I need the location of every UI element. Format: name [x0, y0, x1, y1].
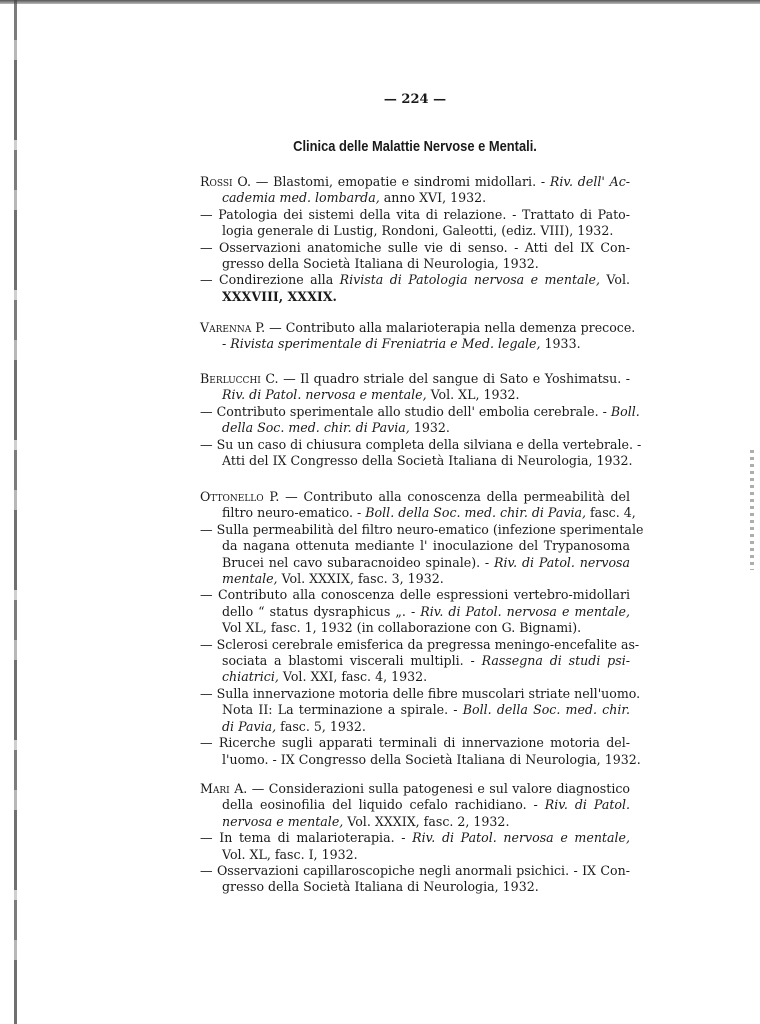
- text-segment: Vol. XL, fasc. I, 1932.: [222, 846, 358, 862]
- text-segment: della eosinofilia del liquido cefalo rachidiano. -: [222, 797, 545, 813]
- text-line: [200, 735, 630, 751]
- journal-title: Riv. di Patol. nervosa: [494, 554, 630, 570]
- journal-title: Riv. di Patol.: [544, 797, 630, 813]
- text-line: [222, 702, 630, 718]
- text-segment: fasc. 4,: [586, 505, 636, 521]
- text-line: [222, 604, 630, 620]
- page-number: — 224 —: [383, 92, 447, 107]
- journal-title: della Soc. med. chir. di Pavia,: [222, 420, 410, 436]
- bibliography-item: [200, 207, 630, 240]
- text-line: [222, 669, 630, 685]
- text-line: [222, 289, 630, 305]
- bibliography-item: [200, 863, 630, 896]
- author-entry-rossi: [200, 174, 630, 305]
- text-segment: dello “ status dysraphicus „. -: [222, 603, 421, 619]
- text-line: [222, 505, 636, 521]
- journal-title: Riv. dell' Ac-: [549, 174, 631, 189]
- text-line: [222, 223, 630, 239]
- author-name: Varenna: [200, 320, 252, 335]
- bibliography-item: [200, 174, 630, 207]
- text-segment: XXXVIII, XXXIX.: [222, 288, 337, 304]
- text-segment: sociata a blastomi viscerali multipli. -: [222, 653, 482, 669]
- bibliography-item: [200, 320, 636, 353]
- text-segment: Vol.: [600, 272, 630, 288]
- text-segment: — Su un caso di chiusura completa della silviana e della vertebrale. -: [200, 436, 642, 452]
- text-segment: — Contributo sperimentale allo studio dell' embolia cerebrale. -: [200, 403, 611, 419]
- journal-title: Riv. di Patol. nervosa e mentale,: [420, 603, 630, 619]
- text-line: [222, 538, 630, 554]
- text-segment: 1932.: [409, 420, 450, 436]
- text-line: [200, 685, 641, 702]
- bibliography-item: [200, 240, 630, 273]
- text-line: [200, 403, 640, 420]
- text-segment: gresso della Società Italiana di Neurologia, 1932.: [222, 879, 539, 895]
- text-segment: anno XVI, 1932.: [379, 190, 487, 206]
- text-line: [222, 420, 630, 436]
- scan-top-edge: [0, 0, 760, 4]
- text-segment: — Sclerosi cerebrale emisferica da pregressa meningo-encefalite as-: [200, 636, 640, 652]
- journal-title: Boll. della Soc. med. chir.: [462, 702, 630, 718]
- text-line: [200, 781, 630, 797]
- text-segment: Nota II: La terminazione a spirale. -: [222, 702, 463, 718]
- text-segment: fasc. 5, 1932.: [276, 718, 366, 734]
- bibliography-item: [200, 521, 644, 588]
- text-line: [200, 207, 630, 223]
- text-line: [200, 371, 630, 387]
- text-segment: Vol. XL, 1932.: [426, 387, 520, 403]
- text-segment: Atti del IX Congresso della Società Italiana di Neurologia, 1932.: [222, 453, 633, 469]
- journal-title: Rassegna di studi psi-: [481, 653, 630, 669]
- text-line: [222, 797, 630, 813]
- text-line: [200, 587, 630, 603]
- text-line: [222, 336, 630, 352]
- text-line: [222, 879, 630, 895]
- text-segment: C. — Il quadro striale del sangue di Sato e Yoshimatsu. -: [260, 371, 630, 386]
- author-name: Ottonello: [200, 489, 264, 504]
- text-line: [200, 272, 630, 288]
- journal-title: Rivista sperimentale di Freniatria e Med. legale,: [230, 336, 541, 352]
- author-name: Berlucchi: [200, 371, 261, 386]
- text-line: [200, 320, 636, 336]
- text-line: [222, 719, 630, 735]
- text-line: [222, 571, 630, 587]
- journal-title: nervosa e mentale,: [222, 813, 344, 829]
- text-segment: logia generale di Lustig, Rondoni, Galeotti, (ediz. VIII), 1932.: [222, 223, 614, 239]
- text-line: [200, 436, 642, 453]
- text-line: [222, 814, 630, 830]
- text-segment: — Osservazioni anatomiche sulle vie di senso. - Atti del IX Con-: [200, 239, 630, 255]
- text-line: [200, 489, 630, 505]
- scan-margin-mark: [750, 450, 754, 570]
- text-segment: — Ricerche sugli apparati terminali di innervazione motoria del-: [200, 735, 630, 751]
- journal-title: Boll.: [610, 403, 640, 419]
- section-title: Clinica delle Malattie Nervose e Mentali.: [293, 138, 537, 155]
- text-line: [222, 751, 641, 768]
- bibliography-item: [200, 587, 630, 636]
- text-segment: da nagana ottenuta mediante l' inoculazione del Trypanosoma: [222, 538, 630, 554]
- text-segment: Brucei nel cavo subaracnoideo spinale). -: [222, 554, 494, 570]
- text-segment: P. — Contributo alla conoscenza della permeabilità del: [263, 489, 630, 504]
- bibliography-item: [200, 436, 642, 470]
- bibliography-item: [200, 735, 641, 768]
- journal-title: Rivista di Patologia nervosa e mentale,: [339, 272, 601, 288]
- text-segment: — Contributo alla conoscenza delle espressioni vertebro-midollari: [200, 587, 630, 603]
- author-entry-mari: [200, 781, 630, 896]
- bibliography-item: [200, 830, 630, 863]
- text-segment: filtro neuro-ematico. -: [222, 505, 366, 521]
- bibliography-item: [200, 489, 636, 522]
- bibliography-item: [200, 371, 630, 404]
- journal-title: Boll. della Soc. med. chir. di Pavia,: [365, 505, 587, 521]
- author-entry-berlucchi: [200, 371, 642, 469]
- journal-title: Riv. di Patol. nervosa e mentale,: [222, 387, 427, 403]
- text-segment: 1933.: [540, 336, 581, 352]
- text-segment: -: [222, 336, 231, 352]
- bibliography-item: [200, 403, 640, 437]
- text-segment: — Sulla innervazione motoria delle fibre muscolari striate nell'uomo.: [200, 685, 641, 701]
- text-line: [200, 174, 630, 190]
- text-segment: — Sulla permeabilità del filtro neuro-ematico (infezione sperimentale: [200, 521, 644, 537]
- journal-title: chiatrici,: [222, 669, 279, 685]
- text-segment: O. — Blastomi, emopatie e sindromi midollari. -: [232, 174, 550, 189]
- bibliography-item: [200, 636, 640, 686]
- journal-title: mentale,: [222, 571, 278, 587]
- text-segment: Vol. XXI, fasc. 4, 1932.: [278, 669, 428, 685]
- text-segment: Vol. XXXIX, fasc. 2, 1932.: [343, 813, 510, 829]
- bibliography-item: [200, 685, 641, 735]
- text-segment: — Patologia dei sistemi della vita di relazione. - Trattato di Pato-: [200, 206, 630, 222]
- text-line: [222, 847, 630, 863]
- text-segment: — Condirezione alla: [200, 272, 340, 288]
- text-line: [200, 863, 630, 879]
- text-line: [200, 521, 644, 538]
- bibliography-item: [200, 272, 630, 305]
- text-segment: gresso della Società Italiana di Neurologia, 1932.: [222, 256, 539, 272]
- author-name: Mari: [200, 781, 230, 796]
- text-segment: A. — Considerazioni sulla patogenesi e sul valore diagnostico: [229, 781, 630, 796]
- text-segment: l'uomo. - IX Congresso della Società Italiana di Neurologia, 1932.: [222, 751, 641, 767]
- journal-title: cademia med. lombarda,: [222, 190, 380, 206]
- text-line: [222, 453, 633, 469]
- author-entry-ottonello: [200, 489, 644, 768]
- author-name: Rossi: [200, 174, 233, 189]
- text-line: [200, 830, 630, 846]
- text-segment: P. — Contributo alla malarioterapia nella demenza precoce.: [251, 320, 636, 335]
- text-segment: Vol. XXXIX, fasc. 3, 1932.: [277, 571, 444, 587]
- bibliography-item: [200, 781, 630, 830]
- text-line: [200, 636, 640, 653]
- author-entry-varenna: [200, 320, 636, 353]
- journal-title: Riv. di Patol. nervosa e mentale,: [412, 830, 630, 846]
- text-segment: — In tema di malarioterapia. -: [200, 830, 413, 846]
- text-line: [200, 240, 630, 256]
- journal-title: di Pavia,: [222, 718, 277, 734]
- text-line: [222, 190, 630, 206]
- text-line: [222, 620, 630, 636]
- text-line: [222, 387, 630, 403]
- scan-binding-edge: [14, 0, 17, 1024]
- text-line: [222, 555, 630, 571]
- text-line: [222, 256, 630, 272]
- text-segment: Vol XL, fasc. 1, 1932 (in collaborazione con G. Bignami).: [222, 620, 582, 636]
- text-line: [222, 653, 630, 669]
- text-segment: — Osservazioni capillaroscopiche negli anormali psichici. - IX Con-: [200, 863, 630, 879]
